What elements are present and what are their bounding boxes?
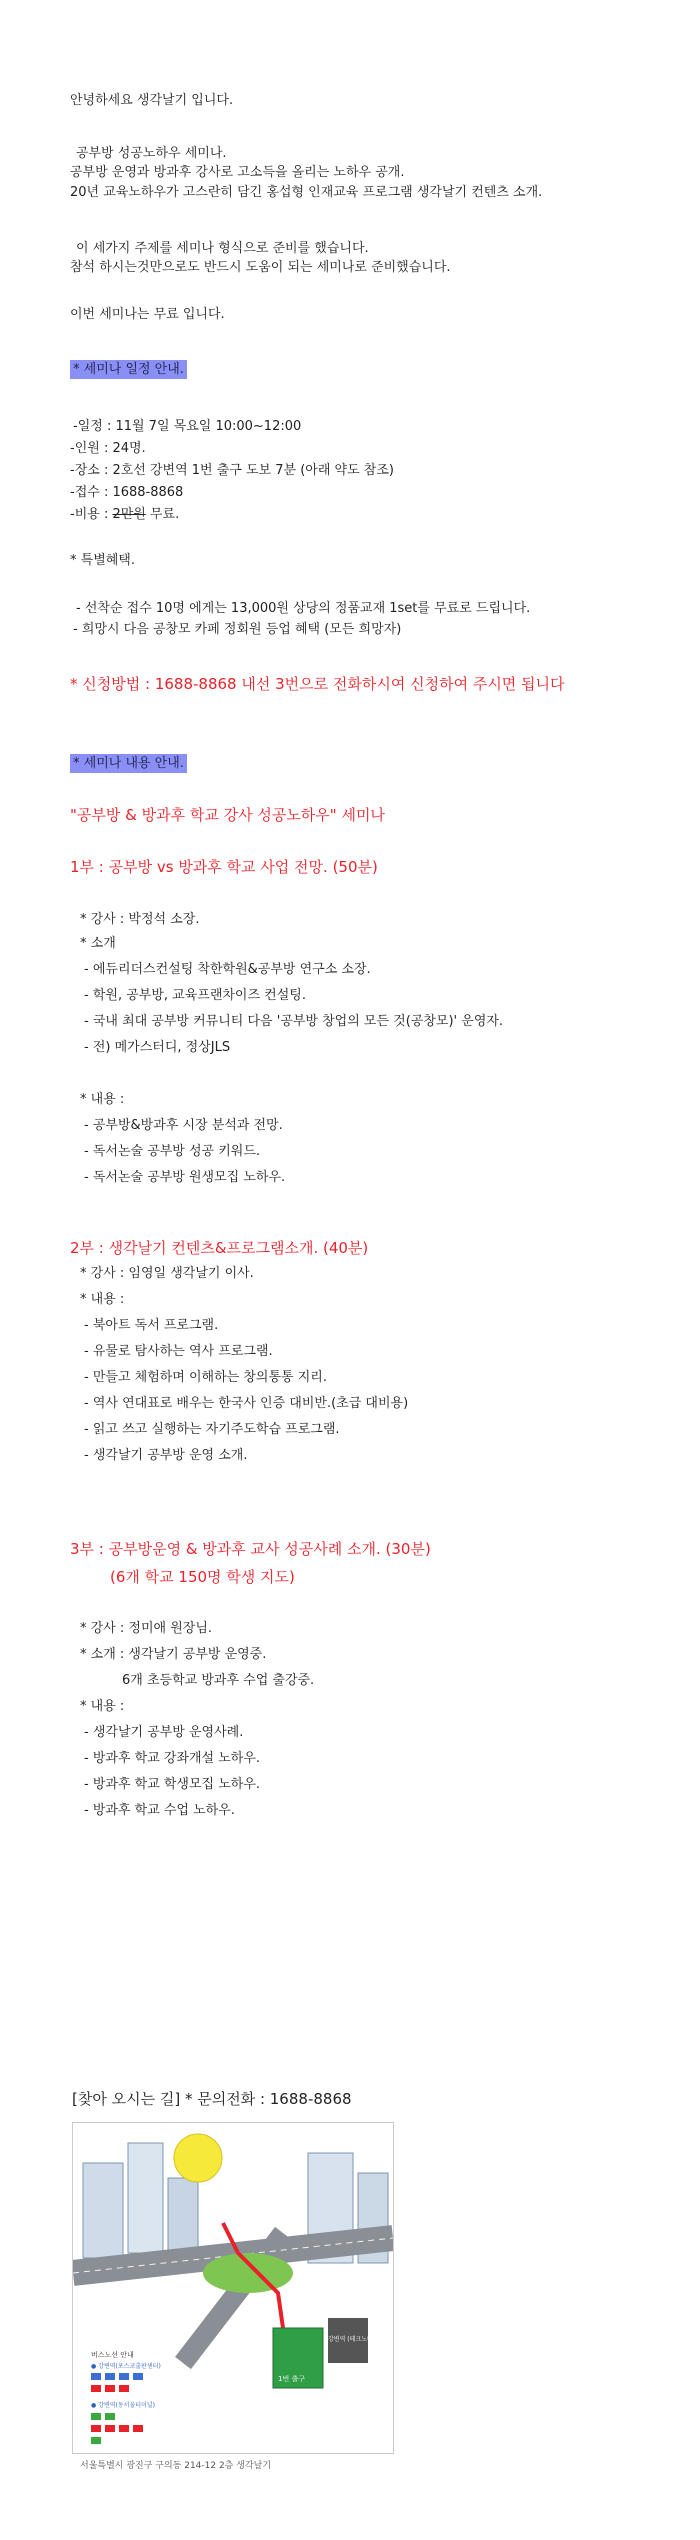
benefit-item: - 선착순 접수 10명 에게는 13,000원 상당의 정품교재 1set를 무료로 드립니다. bbox=[76, 601, 531, 616]
bus-stop-label: ● 강변역(동서울터미널) bbox=[91, 2402, 155, 2409]
exit-label: 1번 출구 bbox=[278, 2375, 305, 2383]
part2-title: 2부 : 생각날기 컨텐츠&프로그램소개. (40분) bbox=[70, 1239, 369, 1257]
greeting: 안녕하세요 생각날기 입니다. bbox=[70, 93, 234, 108]
schedule-cost: -비용 : 2만원 무료. bbox=[70, 507, 180, 522]
map-caption: 서울특별시 광진구 구의동 214-12 2층 생각날기 bbox=[80, 2461, 272, 2471]
part1-intro-item: - 전) 메가스터디, 정상JLS bbox=[84, 1040, 231, 1055]
intro-line: 참석 하시는것만으로도 반드시 도움이 되는 세미나로 준비했습니다. bbox=[70, 260, 451, 275]
part1-content-label: * 내용 : bbox=[80, 1092, 125, 1107]
schedule-heading: * 세미나 일정 안내. bbox=[70, 361, 187, 379]
seminar-title: "공부방 & 방과후 학교 강사 성공노하우" 세미나 bbox=[70, 806, 385, 824]
free-notice: 이번 세미나는 무료 입니다. bbox=[70, 307, 225, 322]
intro-line: 공부방 운영과 방과후 강사로 고소득을 올리는 노하우 공개. bbox=[70, 165, 405, 180]
part3-content-item: - 방과후 학교 수업 노하우. bbox=[84, 1803, 235, 1818]
part3-content-item: - 방과후 학교 학생모집 노하우. bbox=[84, 1777, 261, 1792]
directions-title: [찾아 오시는 길] * 문의전화 : 1688-8868 bbox=[72, 2090, 352, 2108]
location-map bbox=[72, 2122, 394, 2454]
part1-title: 1부 : 공부방 vs 방과후 학교 사업 전망. (50분) bbox=[70, 858, 378, 876]
intro-line: 이 세가지 주제를 세미나 형식으로 준비를 했습니다. bbox=[76, 241, 369, 256]
map-illustration bbox=[73, 2123, 393, 2453]
part1-lecturer: * 강사 : 박정석 소장. bbox=[80, 912, 200, 927]
part1-intro-label: * 소개 bbox=[80, 936, 116, 951]
part2-content-item: - 역사 연대표로 배우는 한국사 인증 대비반.(초급 대비용) bbox=[84, 1396, 409, 1411]
part1-content-item: - 독서논술 공부방 원생모집 노하우. bbox=[84, 1170, 286, 1185]
part3-lecturer: * 강사 : 정미애 원장님. bbox=[80, 1621, 213, 1636]
bus-stop-label: ● 강변역(포스코출판센터) bbox=[91, 2363, 161, 2370]
schedule-reception: -접수 : 1688-8868 bbox=[70, 485, 184, 500]
part3-intro: * 소개 : 생각날기 공부방 운영중. bbox=[80, 1647, 267, 1662]
part1-intro-item: - 국내 최대 공부방 커뮤니티 다음 '공부방 창업의 모든 것(공창모)' 운영자. bbox=[84, 1014, 504, 1029]
benefit-item: - 희망시 다음 공창모 카페 정회원 등업 혜택 (모든 희망자) bbox=[73, 622, 402, 637]
part3-content-item: - 방과후 학교 강좌개설 노하우. bbox=[84, 1751, 261, 1766]
part2-content-item: - 생각날기 공부방 운영 소개. bbox=[84, 1448, 248, 1463]
part3-content-label: * 내용 : bbox=[80, 1699, 125, 1714]
part3-subtitle: (6개 학교 150명 학생 지도) bbox=[110, 1568, 295, 1586]
intro-line: 20년 교육노하우가 고스란히 담긴 홍섭형 인재교육 프로그램 생각날기 컨텐츠 소개. bbox=[70, 185, 543, 200]
part2-content-item: - 만들고 체험하며 이해하는 창의통통 지리. bbox=[84, 1370, 327, 1385]
part3-title: 3부 : 공부방운영 & 방과후 교사 성공사례 소개. (30분) bbox=[70, 1540, 431, 1558]
schedule-people: -인원 : 24명. bbox=[70, 441, 146, 456]
part1-intro-item: - 에듀리더스컨설팅 착한학원&공부방 연구소 소장. bbox=[84, 962, 371, 977]
seminar-topic: 공부방 성공노하우 세미나. bbox=[76, 146, 227, 161]
part2-lecturer: * 강사 : 임영일 생각날기 이사. bbox=[80, 1266, 254, 1281]
bus-route-title: 버스노선 안내 bbox=[91, 2351, 134, 2359]
part1-content-item: - 독서논술 공부방 성공 키워드. bbox=[84, 1144, 261, 1159]
part2-content-item: - 유물로 탐사하는 역사 프로그램. bbox=[84, 1344, 273, 1359]
schedule-place: -장소 : 2호선 강변역 1번 출구 도보 7분 (아래 약도 참조) bbox=[70, 463, 394, 478]
part3-intro-2: 6개 초등학교 방과후 수업 출강중. bbox=[122, 1673, 315, 1688]
benefit-title: * 특별혜택. bbox=[70, 553, 135, 568]
schedule-date: -일정 : 11월 7일 목요일 10:00~12:00 bbox=[73, 419, 302, 434]
station-label: 강변역 (테크노마트) bbox=[328, 2336, 381, 2343]
part2-content-label: * 내용 : bbox=[80, 1292, 125, 1307]
part2-content-item: - 읽고 쓰고 실행하는 자기주도학습 프로그램. bbox=[84, 1422, 340, 1437]
part1-intro-item: - 학원, 공부방, 교육프랜차이즈 컨설팅. bbox=[84, 988, 306, 1003]
part3-content-item: - 생각날기 공부방 운영사례. bbox=[84, 1725, 244, 1740]
part1-content-item: - 공부방&방과후 시장 분석과 전망. bbox=[84, 1118, 283, 1133]
content-heading: * 세미나 내용 안내. bbox=[70, 755, 187, 773]
part2-content-item: - 북아트 독서 프로그램. bbox=[84, 1318, 219, 1333]
apply-method: * 신청방법 : 1688-8868 내선 3번으로 전화하시여 신청하여 주시면 됩니다 bbox=[70, 675, 565, 693]
